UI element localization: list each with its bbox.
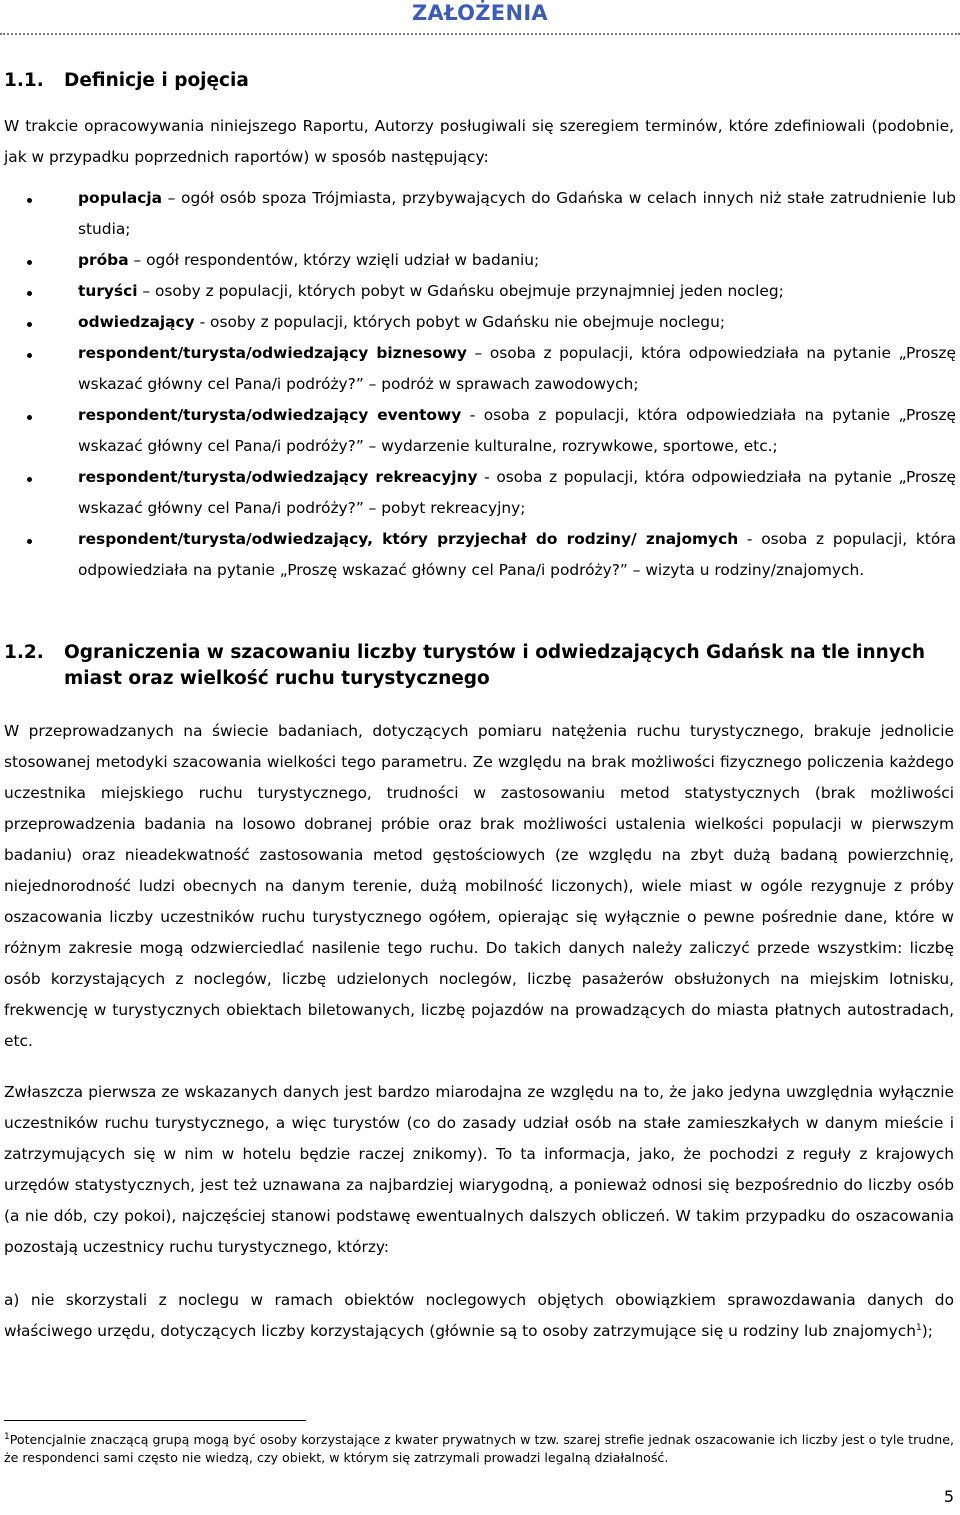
definition-item — [0, 276, 960, 307]
section-heading-1-1 — [4, 68, 954, 94]
footnote-reference[interactable]: 1 — [915, 1322, 922, 1333]
definition-text: - osoba z populacji, która odpowiedziała na pytanie „Proszę wskazać główny cel Pana/i podróży?” – wizyta u rodziny/znajomych. — [78, 530, 957, 579]
definition-text: - osoba z populacji, która odpowiedziała na pytanie „Proszę wskazać główny cel Pana/i podróży?” – pobyt rekreacyjny; — [78, 468, 956, 517]
definition-text: - osoba z populacji, która odpowiedziała na pytanie „Proszę wskazać główny cel Pana/i podróży?” – wydarzenie kulturalne, rozrywkowe, sportowe, etc.; — [78, 406, 956, 455]
definition-term: respondent/turysta/odwiedzający rekreacyjny — [78, 468, 478, 486]
body-paragraph: W przeprowadzanych na świecie badaniach, dotyczących pomiaru natężenia ruchu turystycznego, brakuje jednolicie stosowanej metodyki szacowania wielkości tego parametru. Ze względu na brak możliwości fizycznego policzenia każdego uczestnika miejskiego ruchu turystycznego, trudności w zastosowaniu metod statystycznych (brak możliwości przeprowadzenia badania na losowo dobranej próbie oraz brak możliwości ustalenia wielkości populacji w pierwszym badaniu) oraz nieadekwatność zastosowania metod gęstościowych (ze względu na zbyt dużą badaną powierzchnię, niejednorodność ludzi obecnych na danym terenie, dużą mobilność liczonych), wiele miast w ogóle rezygnuje z próby oszacowania liczby uczestników ruchu turystycznego ogółem, opierając się wyłącznie o pewne pośrednie dane, które w różnym zakresie mogą odzwierciedlać nasilenie tego ruchu. Do takich danych należy zaliczyć przede wszystkim: liczbę osób korzystających z noclegów, liczbę udzielonych noclegów, liczbę pasażerów obsłużonych na miejskim lotnisku, frekwencję w turystycznych obiektach biletowanych, liczbę pojazdów na prowadzących do miasta płatnych autostradach, etc. — [4, 722, 954, 1050]
footnote-text: Potencjalnie znaczącą grupą mogą być osoby korzystające z kwater prywatnych w tzw. szarej strefie jednak oszacowanie ich liczby jest o tyle trudne, że respondenci sami często nie wiedzą, czy obiekt, w którym się zatrzymali prowadzi legalną działalność. — [4, 1432, 954, 1465]
bullet-dot-icon — [27, 322, 32, 327]
bullet-dot-icon — [27, 539, 32, 544]
list-item-a — [4, 1285, 954, 1347]
definition-text: – ogół osób spoza Trójmiasta, przybywających do Gdańska w celach innych niż stałe zatrudnienie lub studia; — [78, 189, 956, 238]
definition-text: – osoby z populacji, których pobyt w Gdańsku obejmuje przynajmniej jeden nocleg; — [137, 282, 784, 300]
list-item-a-text: a) nie skorzystali z noclegu w ramach obiektów noclegowych objętych obowiązkiem sprawozdawania danych do właściwego urzędu, dotyczących liczby korzystających (głównie są to osoby zatrzymujące się u rodziny lub znajomych — [4, 1291, 954, 1340]
intro-paragraph: W trakcie opracowywania niniejszego Raportu, Autorzy posługiwali się szeregiem terminów, które zdefiniowali (podobnie, jak w przypadku poprzednich raportów) w sposób następujący: — [4, 117, 954, 166]
definition-term: respondent/turysta/odwiedzający, który przyjechał do rodziny/ znajomych — [78, 530, 739, 548]
definition-term: respondent/turysta/odwiedzający eventowy — [78, 406, 462, 424]
bullet-dot-icon — [27, 291, 32, 296]
bullet-dot-icon — [27, 477, 32, 482]
page-number: 5 — [943, 1487, 954, 1506]
bullet-dot-icon — [27, 353, 32, 358]
definition-term: odwiedzający — [78, 313, 195, 331]
section-number: 1.2. — [4, 642, 44, 663]
definition-term: turyści — [78, 282, 138, 300]
definition-text: – ogół respondentów, którzy wzięli udział w badaniu; — [128, 251, 540, 269]
definition-item — [0, 338, 960, 400]
definition-term: próba — [78, 251, 129, 269]
footnote-separator — [4, 1420, 306, 1421]
definition-term: respondent/turysta/odwiedzający biznesowy — [78, 344, 467, 362]
footnote — [4, 1431, 954, 1467]
definition-item — [0, 524, 960, 586]
running-header-title: ZAŁOŻENIA — [412, 1, 548, 25]
definition-item — [0, 462, 960, 524]
definition-item — [0, 183, 960, 245]
list-item-a-end: ); — [921, 1322, 933, 1340]
section-title: Definicje i pojęcia — [64, 70, 249, 91]
footnote-marker: 1 — [4, 1431, 10, 1442]
header-dotted-rule — [0, 33, 960, 35]
definition-text: – osoba z populacji, która odpowiedziała na pytanie „Proszę wskazać główny cel Pana/i podróży?” – podróż w sprawach zawodowych; — [78, 344, 956, 393]
bullet-dot-icon — [27, 415, 32, 420]
definition-text: - osoby z populacji, których pobyt w Gdańsku nie obejmuje noclegu; — [194, 313, 726, 331]
bullet-dot-icon — [27, 198, 32, 203]
definition-item — [0, 307, 960, 338]
definition-item — [0, 400, 960, 462]
definition-item — [0, 245, 960, 276]
definition-term: populacja — [78, 189, 163, 207]
section-heading-1-2 — [4, 640, 954, 692]
section-number: 1.1. — [4, 70, 44, 91]
section-title: Ograniczenia w szacowaniu liczby turystów i odwiedzających Gdańsk na tle innych miast oraz wielkość ruchu turystycznego — [64, 642, 926, 689]
body-paragraph: Zwłaszcza pierwsza ze wskazanych danych jest bardzo miarodajna ze względu na to, że jako jedyna uwzględnia wyłącznie uczestników ruchu turystycznego, a więc turystów (co do zasady udział osób na stałe zamieszkałych w danym mieście i zatrzymujących się w nim w hotelu będzie raczej znikomy). To ta informacja, jako, że pochodzi z reguły z krajowych urzędów statystycznych, jest też uznawana za najbardziej wiarygodną, a ponieważ odnosi się bezpośrednio do liczby osób (a nie dób, czy pokoi), najczęściej stanowi podstawę ewentualnych dalszych obliczeń. W takim przypadku do oszacowania pozostają uczestnicy ruchu turystycznego, którzy: — [4, 1083, 954, 1256]
bullet-dot-icon — [27, 260, 32, 265]
definitions-list — [0, 183, 960, 586]
